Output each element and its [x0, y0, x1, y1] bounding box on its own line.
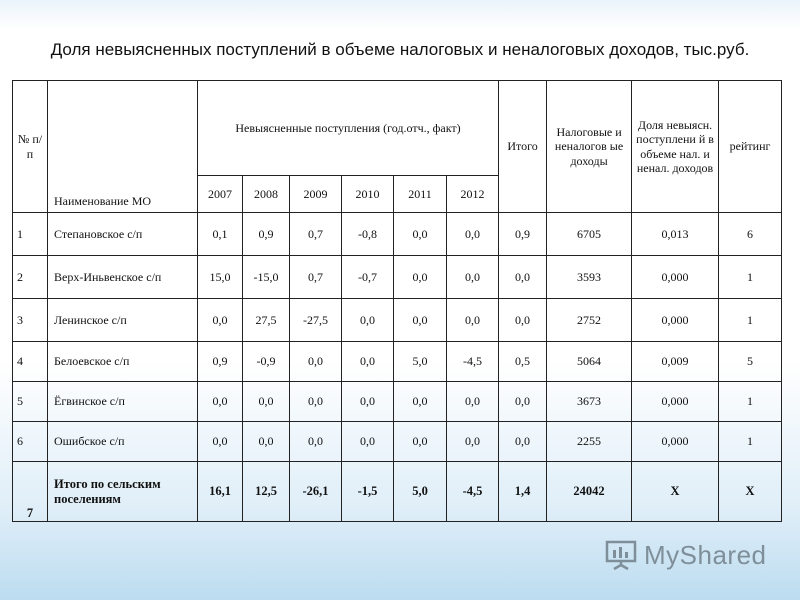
rating-value: 5 — [719, 342, 782, 382]
row-total: 0,0 — [499, 422, 547, 462]
header-share: Доля невыясн. поступлени й в объеме нал. и ненал. доходов — [632, 81, 719, 213]
year-value: 0,7 — [290, 213, 342, 256]
year-value: 0,0 — [394, 382, 447, 422]
share-value: Х — [632, 462, 719, 522]
year-value: 0,0 — [394, 213, 447, 256]
year-value: 0,0 — [243, 422, 290, 462]
year-value: -0,8 — [342, 213, 394, 256]
year-value: -4,5 — [447, 462, 499, 522]
share-value: 0,000 — [632, 256, 719, 299]
municipality-name: Ленинское с/п — [48, 299, 198, 342]
row-total: 0,0 — [499, 256, 547, 299]
municipality-name: Ошибское с/п — [48, 422, 198, 462]
tax-income-value: 5064 — [547, 342, 632, 382]
year-value: 0,0 — [198, 422, 243, 462]
presentation-icon — [604, 538, 638, 572]
year-value: 0,0 — [342, 382, 394, 422]
year-value: -0,9 — [243, 342, 290, 382]
row-total: 1,4 — [499, 462, 547, 522]
header-name: Наименование МО — [48, 81, 198, 213]
row-total: 0,5 — [499, 342, 547, 382]
rating-value: 1 — [719, 299, 782, 342]
year-value: 0,0 — [447, 256, 499, 299]
row-number: 5 — [13, 382, 48, 422]
header-year-2011: 2011 — [394, 176, 447, 213]
header-rating: рейтинг — [719, 81, 782, 213]
tax-income-value: 2752 — [547, 299, 632, 342]
header-year-2008: 2008 — [243, 176, 290, 213]
table-row-total — [13, 462, 782, 522]
header-total: Итого — [499, 81, 547, 213]
table-row — [13, 342, 782, 382]
year-value: 0,9 — [243, 213, 290, 256]
municipality-name: Степановское с/п — [48, 213, 198, 256]
rating-value: 6 — [719, 213, 782, 256]
year-value: 0,1 — [198, 213, 243, 256]
data-table — [12, 80, 782, 522]
year-value: -1,5 — [342, 462, 394, 522]
tax-income-value: 6705 — [547, 213, 632, 256]
year-value: 0,0 — [198, 382, 243, 422]
year-value: 0,0 — [394, 422, 447, 462]
header-band — [0, 0, 800, 30]
header-year-2007: 2007 — [198, 176, 243, 213]
year-value: -0,7 — [342, 256, 394, 299]
year-value: 15,0 — [198, 256, 243, 299]
year-value: 16,1 — [198, 462, 243, 522]
header-unexplained: Невыясненные поступления (год.отч., факт) — [198, 81, 499, 176]
row-total: 0,0 — [499, 382, 547, 422]
row-number: 4 — [13, 342, 48, 382]
table-row — [13, 213, 782, 256]
year-value: 0,0 — [342, 422, 394, 462]
year-value: 0,0 — [243, 382, 290, 422]
year-value: 0,0 — [290, 342, 342, 382]
year-value: 0,0 — [447, 422, 499, 462]
year-value: 0,9 — [198, 342, 243, 382]
rating-value: 1 — [719, 382, 782, 422]
row-number: 1 — [13, 213, 48, 256]
header-year-2010: 2010 — [342, 176, 394, 213]
share-value: 0,009 — [632, 342, 719, 382]
table-row — [13, 256, 782, 299]
tax-income-value: 3673 — [547, 382, 632, 422]
rating-value: Х — [719, 462, 782, 522]
rating-value: 1 — [719, 256, 782, 299]
header-num: № п/п — [13, 81, 48, 213]
year-value: 27,5 — [243, 299, 290, 342]
table-row — [13, 299, 782, 342]
share-value: 0,013 — [632, 213, 719, 256]
year-value: -26,1 — [290, 462, 342, 522]
year-value: 12,5 — [243, 462, 290, 522]
municipality-name: Белоевское с/п — [48, 342, 198, 382]
year-value: 0,0 — [447, 213, 499, 256]
rating-value: 1 — [719, 422, 782, 462]
year-value: -27,5 — [290, 299, 342, 342]
year-value: 0,0 — [447, 299, 499, 342]
tax-income-value: 2255 — [547, 422, 632, 462]
year-value: 0,0 — [290, 382, 342, 422]
year-value: 0,0 — [342, 299, 394, 342]
year-value: 0,0 — [342, 342, 394, 382]
year-value: 5,0 — [394, 342, 447, 382]
row-total: 0,9 — [499, 213, 547, 256]
year-value: -15,0 — [243, 256, 290, 299]
share-value: 0,000 — [632, 422, 719, 462]
share-value: 0,000 — [632, 299, 719, 342]
year-value: 0,0 — [447, 382, 499, 422]
table-row — [13, 422, 782, 462]
row-number: 6 — [13, 422, 48, 462]
tax-income-value: 24042 — [547, 462, 632, 522]
year-value: -4,5 — [447, 342, 499, 382]
year-value: 0,0 — [290, 422, 342, 462]
year-value: 0,7 — [290, 256, 342, 299]
share-value: 0,000 — [632, 382, 719, 422]
year-value: 0,0 — [394, 256, 447, 299]
header-tax-income: Налоговые и неналогов ые доходы — [547, 81, 632, 213]
row-number: 2 — [13, 256, 48, 299]
header-year-2012: 2012 — [447, 176, 499, 213]
watermark-text: MyShared — [644, 539, 767, 570]
municipality-name: Итого по сельским поселениям — [48, 462, 198, 522]
year-value: 0,0 — [198, 299, 243, 342]
year-value: 5,0 — [394, 462, 447, 522]
row-number: 3 — [13, 299, 48, 342]
municipality-name: Верх-Иньвенское с/п — [48, 256, 198, 299]
tax-income-value: 3593 — [547, 256, 632, 299]
table-row — [13, 382, 782, 422]
page-title: Доля невыясненных поступлений в объеме налоговых и неналоговых доходов, тыс.руб. — [50, 40, 750, 59]
year-value: 0,0 — [394, 299, 447, 342]
watermark-logo — [604, 535, 767, 575]
municipality-name: Ёгвинское с/п — [48, 382, 198, 422]
row-total: 0,0 — [499, 299, 547, 342]
header-year-2009: 2009 — [290, 176, 342, 213]
row-number: 7 — [13, 462, 48, 522]
